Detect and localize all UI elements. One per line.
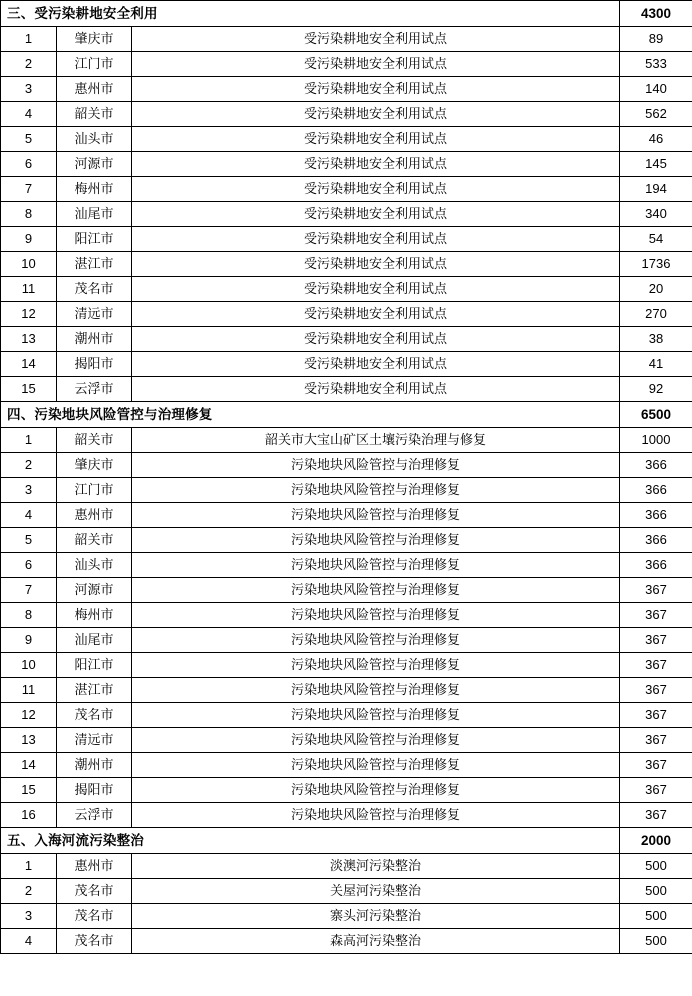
row-project-name: 污染地块风险管控与治理修复 — [132, 503, 620, 528]
row-city: 湛江市 — [57, 252, 132, 277]
table-row — [1, 703, 692, 728]
row-city: 惠州市 — [57, 503, 132, 528]
row-index: 3 — [1, 904, 57, 929]
table-row — [1, 252, 692, 277]
row-index: 8 — [1, 202, 57, 227]
table-row — [1, 478, 692, 503]
table-row — [1, 327, 692, 352]
row-index: 12 — [1, 302, 57, 327]
table-row — [1, 352, 692, 377]
row-project-name: 受污染耕地安全利用试点 — [132, 227, 620, 252]
row-index: 13 — [1, 327, 57, 352]
table-row — [1, 929, 692, 954]
section-header-row — [1, 828, 692, 854]
row-project-name: 寨头河污染整治 — [132, 904, 620, 929]
row-amount: 46 — [620, 127, 692, 152]
row-project-name: 受污染耕地安全利用试点 — [132, 377, 620, 402]
row-city: 茂名市 — [57, 277, 132, 302]
row-index: 13 — [1, 728, 57, 753]
row-project-name: 受污染耕地安全利用试点 — [132, 77, 620, 102]
row-amount: 92 — [620, 377, 692, 402]
table-row — [1, 603, 692, 628]
row-city: 茂名市 — [57, 904, 132, 929]
row-index: 3 — [1, 478, 57, 503]
row-index: 2 — [1, 453, 57, 478]
row-city: 肇庆市 — [57, 27, 132, 52]
row-project-name: 污染地块风险管控与治理修复 — [132, 803, 620, 828]
table-row — [1, 127, 692, 152]
row-project-name: 受污染耕地安全利用试点 — [132, 202, 620, 227]
row-project-name: 受污染耕地安全利用试点 — [132, 152, 620, 177]
table-row — [1, 778, 692, 803]
row-amount: 89 — [620, 27, 692, 52]
row-index: 2 — [1, 52, 57, 77]
row-city: 湛江市 — [57, 678, 132, 703]
row-index: 9 — [1, 628, 57, 653]
row-project-name: 森高河污染整治 — [132, 929, 620, 954]
row-project-name: 受污染耕地安全利用试点 — [132, 127, 620, 152]
row-city: 阳江市 — [57, 653, 132, 678]
row-city: 揭阳市 — [57, 352, 132, 377]
row-city: 江门市 — [57, 478, 132, 503]
row-city: 惠州市 — [57, 77, 132, 102]
table-row — [1, 377, 692, 402]
row-amount: 367 — [620, 578, 692, 603]
table-row — [1, 102, 692, 127]
row-project-name: 污染地块风险管控与治理修复 — [132, 653, 620, 678]
row-index: 5 — [1, 127, 57, 152]
row-index: 7 — [1, 578, 57, 603]
row-index: 1 — [1, 27, 57, 52]
row-city: 惠州市 — [57, 854, 132, 879]
row-project-name: 污染地块风险管控与治理修复 — [132, 753, 620, 778]
row-project-name: 受污染耕地安全利用试点 — [132, 352, 620, 377]
row-index: 3 — [1, 77, 57, 102]
row-project-name: 受污染耕地安全利用试点 — [132, 252, 620, 277]
row-city: 揭阳市 — [57, 778, 132, 803]
row-project-name: 淡澳河污染整治 — [132, 854, 620, 879]
row-index: 9 — [1, 227, 57, 252]
row-index: 8 — [1, 603, 57, 628]
row-index: 1 — [1, 854, 57, 879]
row-index: 11 — [1, 277, 57, 302]
row-amount: 367 — [620, 603, 692, 628]
row-amount: 366 — [620, 503, 692, 528]
section-title: 三、受污染耕地安全利用 — [1, 1, 620, 27]
row-amount: 1000 — [620, 428, 692, 453]
row-amount: 366 — [620, 528, 692, 553]
row-amount: 366 — [620, 453, 692, 478]
row-project-name: 韶关市大宝山矿区土壤污染治理与修复 — [132, 428, 620, 453]
row-index: 10 — [1, 653, 57, 678]
row-project-name: 污染地块风险管控与治理修复 — [132, 678, 620, 703]
row-amount: 500 — [620, 879, 692, 904]
row-project-name: 受污染耕地安全利用试点 — [132, 52, 620, 77]
row-city: 梅州市 — [57, 603, 132, 628]
row-city: 韶关市 — [57, 528, 132, 553]
row-city: 潮州市 — [57, 753, 132, 778]
row-city: 清远市 — [57, 302, 132, 327]
row-city: 韶关市 — [57, 428, 132, 453]
table-row — [1, 528, 692, 553]
table-row — [1, 904, 692, 929]
row-city: 茂名市 — [57, 929, 132, 954]
table-row — [1, 803, 692, 828]
section-amount: 6500 — [620, 402, 692, 428]
row-amount: 367 — [620, 678, 692, 703]
table-row — [1, 302, 692, 327]
row-city: 云浮市 — [57, 803, 132, 828]
row-project-name: 污染地块风险管控与治理修复 — [132, 778, 620, 803]
row-amount: 367 — [620, 728, 692, 753]
row-index: 10 — [1, 252, 57, 277]
row-city: 潮州市 — [57, 327, 132, 352]
row-index: 2 — [1, 879, 57, 904]
row-city: 肇庆市 — [57, 453, 132, 478]
row-city: 江门市 — [57, 52, 132, 77]
row-index: 14 — [1, 352, 57, 377]
section-header-row — [1, 1, 692, 27]
row-city: 阳江市 — [57, 227, 132, 252]
section-amount: 4300 — [620, 1, 692, 27]
row-project-name: 受污染耕地安全利用试点 — [132, 302, 620, 327]
row-index: 1 — [1, 428, 57, 453]
section-amount: 2000 — [620, 828, 692, 854]
table-row — [1, 77, 692, 102]
row-project-name: 受污染耕地安全利用试点 — [132, 327, 620, 352]
section-header-row — [1, 402, 692, 428]
row-city: 梅州市 — [57, 177, 132, 202]
table-row — [1, 578, 692, 603]
row-city: 茂名市 — [57, 703, 132, 728]
row-amount: 562 — [620, 102, 692, 127]
row-city: 河源市 — [57, 578, 132, 603]
table-row — [1, 152, 692, 177]
table-row — [1, 503, 692, 528]
section-title: 五、入海河流污染整治 — [1, 828, 620, 854]
row-amount: 367 — [620, 628, 692, 653]
row-project-name: 污染地块风险管控与治理修复 — [132, 603, 620, 628]
row-amount: 1736 — [620, 252, 692, 277]
row-index: 7 — [1, 177, 57, 202]
row-project-name: 受污染耕地安全利用试点 — [132, 277, 620, 302]
row-amount: 367 — [620, 753, 692, 778]
row-city: 汕头市 — [57, 553, 132, 578]
row-project-name: 受污染耕地安全利用试点 — [132, 27, 620, 52]
row-index: 14 — [1, 753, 57, 778]
table-row — [1, 553, 692, 578]
row-project-name: 污染地块风险管控与治理修复 — [132, 453, 620, 478]
row-amount: 500 — [620, 929, 692, 954]
row-project-name: 污染地块风险管控与治理修复 — [132, 728, 620, 753]
table-row — [1, 52, 692, 77]
row-amount: 54 — [620, 227, 692, 252]
table-row — [1, 277, 692, 302]
row-amount: 367 — [620, 703, 692, 728]
table-row — [1, 678, 692, 703]
table-row — [1, 728, 692, 753]
table-row — [1, 177, 692, 202]
row-amount: 340 — [620, 202, 692, 227]
row-project-name: 污染地块风险管控与治理修复 — [132, 628, 620, 653]
row-city: 河源市 — [57, 152, 132, 177]
row-project-name: 污染地块风险管控与治理修复 — [132, 478, 620, 503]
table-row — [1, 227, 692, 252]
row-amount: 270 — [620, 302, 692, 327]
row-amount: 41 — [620, 352, 692, 377]
row-city: 清远市 — [57, 728, 132, 753]
row-index: 5 — [1, 528, 57, 553]
row-project-name: 关屋河污染整治 — [132, 879, 620, 904]
row-amount: 366 — [620, 553, 692, 578]
row-amount: 367 — [620, 803, 692, 828]
row-amount: 145 — [620, 152, 692, 177]
table-row — [1, 879, 692, 904]
row-index: 6 — [1, 553, 57, 578]
row-index: 12 — [1, 703, 57, 728]
row-city: 汕头市 — [57, 127, 132, 152]
row-amount: 366 — [620, 478, 692, 503]
row-index: 4 — [1, 102, 57, 127]
table-row — [1, 202, 692, 227]
row-amount: 20 — [620, 277, 692, 302]
table-row — [1, 428, 692, 453]
row-amount: 140 — [620, 77, 692, 102]
row-index: 15 — [1, 778, 57, 803]
row-project-name: 受污染耕地安全利用试点 — [132, 177, 620, 202]
row-project-name: 受污染耕地安全利用试点 — [132, 102, 620, 127]
row-index: 6 — [1, 152, 57, 177]
table-row — [1, 453, 692, 478]
row-index: 15 — [1, 377, 57, 402]
row-project-name: 污染地块风险管控与治理修复 — [132, 553, 620, 578]
row-city: 茂名市 — [57, 879, 132, 904]
row-amount: 367 — [620, 778, 692, 803]
section-title: 四、污染地块风险管控与治理修复 — [1, 402, 620, 428]
row-city: 汕尾市 — [57, 628, 132, 653]
row-amount: 533 — [620, 52, 692, 77]
table-row — [1, 27, 692, 52]
row-index: 16 — [1, 803, 57, 828]
row-amount: 194 — [620, 177, 692, 202]
row-amount: 500 — [620, 854, 692, 879]
row-city: 云浮市 — [57, 377, 132, 402]
table-row — [1, 753, 692, 778]
row-index: 4 — [1, 503, 57, 528]
row-city: 汕尾市 — [57, 202, 132, 227]
table-row — [1, 854, 692, 879]
row-city: 韶关市 — [57, 102, 132, 127]
table-row — [1, 653, 692, 678]
row-index: 11 — [1, 678, 57, 703]
table-row — [1, 628, 692, 653]
row-amount: 500 — [620, 904, 692, 929]
row-project-name: 污染地块风险管控与治理修复 — [132, 528, 620, 553]
row-amount: 38 — [620, 327, 692, 352]
row-index: 4 — [1, 929, 57, 954]
row-amount: 367 — [620, 653, 692, 678]
row-project-name: 污染地块风险管控与治理修复 — [132, 703, 620, 728]
row-project-name: 污染地块风险管控与治理修复 — [132, 578, 620, 603]
